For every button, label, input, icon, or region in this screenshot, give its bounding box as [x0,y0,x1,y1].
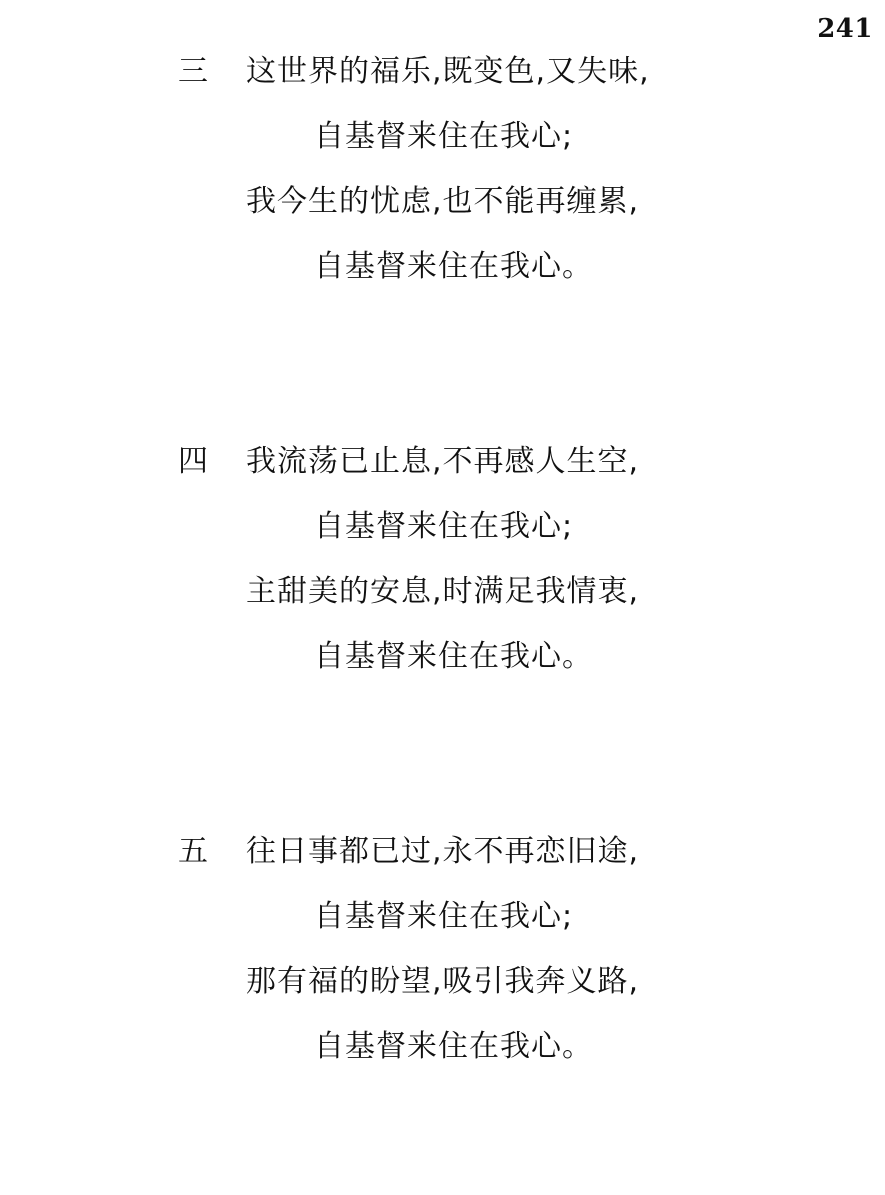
stanza-line: 自基督来住在我心; [314,899,574,934]
stanza-number: 三 [178,54,208,89]
stanza-line: 自基督来住在我心; [314,119,574,154]
stanza-number: 四 [178,444,208,479]
stanza-line: 那有福的盼望,吸引我奔义路, [246,964,640,999]
stanza-line: 自基督来住在我心。 [314,1029,593,1064]
stanza-line: 我今生的忧虑,也不能再缠累, [246,184,640,219]
stanza-line: 自基督来住在我心。 [314,249,593,284]
stanza-line: 我流荡已止息,不再感人生空, [246,444,640,479]
stanza-line: 自基督来住在我心。 [314,639,593,674]
stanza-line: 这世界的福乐,既变色,又失味, [246,54,650,89]
page-number: 241 [817,14,873,44]
stanza-line: 自基督来住在我心; [314,509,574,544]
stanza-line: 往日事都已过,永不再恋旧途, [246,834,640,869]
stanza-line: 主甜美的安息,时满足我情衷, [246,574,640,609]
stanza-number: 五 [178,834,208,869]
